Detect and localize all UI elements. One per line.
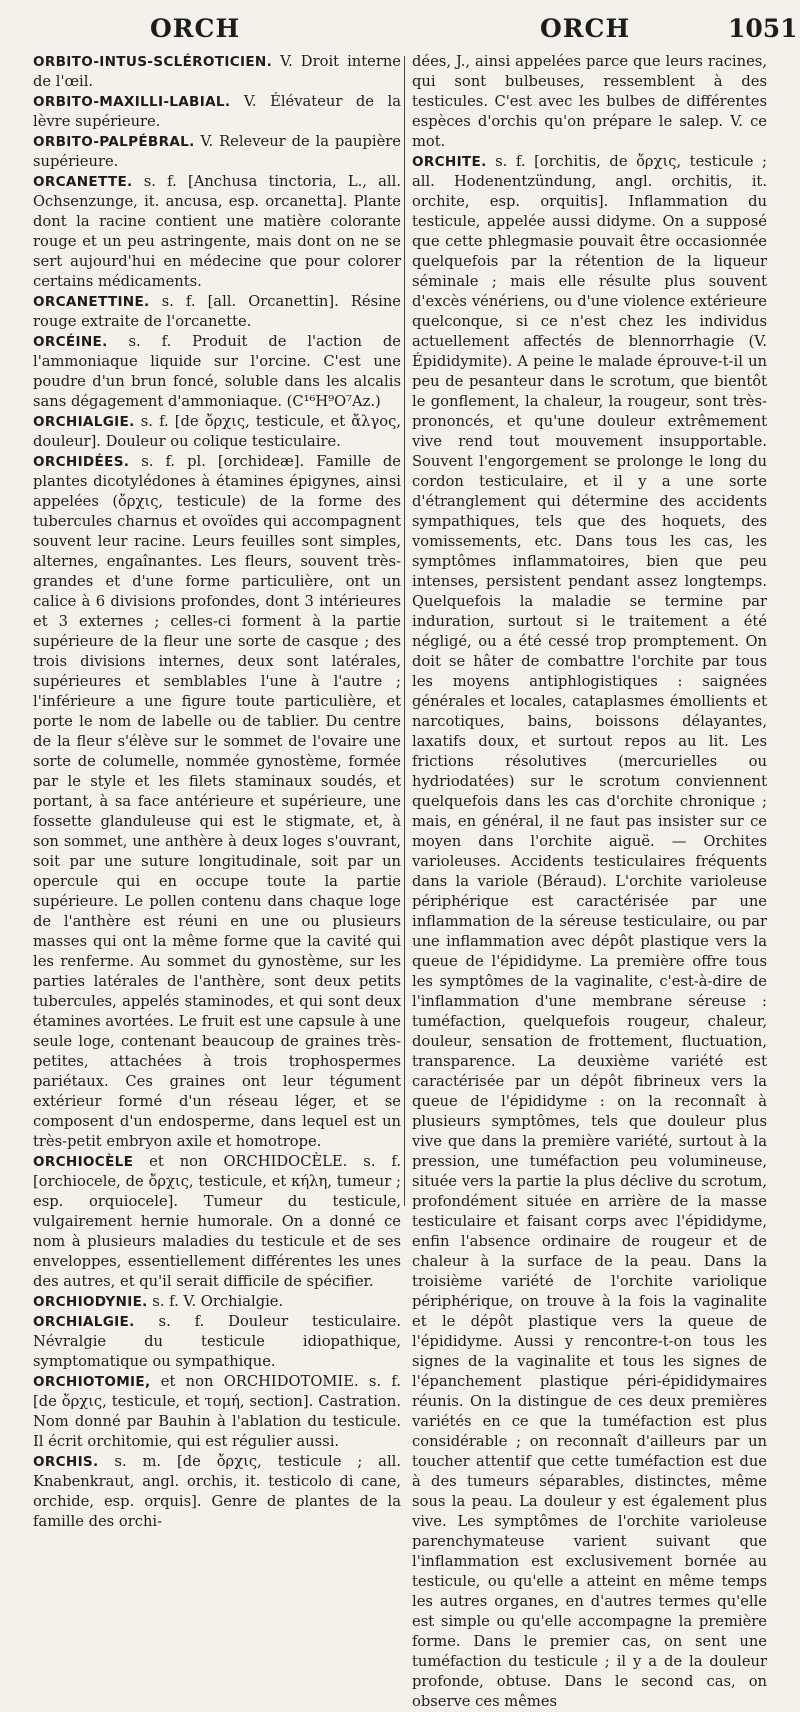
dictionary-entry bbox=[33, 52, 401, 92]
entry-headword: ORBITO-INTUS-SCLÉROTICIEN. bbox=[33, 54, 273, 70]
dictionary-entry bbox=[412, 152, 767, 1712]
entry-body: et non ORCHIDOCÈLE. s. f. [orchiocele, de ὄρχις, testicule, et κήλη, tumeur ; esp. orquiocele]. Tumeur du testicule, vulgairement hernie humorale. On a donné ce nom à plusieurs maladies du testicule et de ses enveloppes, essentiellement différentes les unes des autres, et qu'il serait difficile de spécifier. bbox=[33, 1153, 402, 1290]
entry-headword: ORCANETTINE. bbox=[33, 294, 150, 310]
entry-body: V. Élévateur de la lèvre supérieure. bbox=[33, 93, 401, 130]
entry-headword: ORCHIOCÈLE bbox=[33, 1154, 134, 1170]
dictionary-entry bbox=[33, 92, 401, 132]
page-number: 1051 bbox=[728, 14, 798, 43]
header-left-guideword: ORCH bbox=[150, 14, 241, 43]
entry-body: s. f. Douleur testiculaire. Névralgie du testicule idiopathique, symptomatique ou sympathique. bbox=[33, 1313, 401, 1370]
entry-headword: ORCHIS. bbox=[33, 1454, 99, 1470]
entry-headword: ORCANETTE. bbox=[33, 174, 133, 190]
column-divider bbox=[404, 56, 405, 1206]
entry-headword: ORCHIALGIE. bbox=[33, 414, 135, 430]
header-right-guideword: ORCH bbox=[540, 14, 631, 43]
entry-body: V. Droit interne de l'œil. bbox=[33, 53, 401, 90]
dictionary-entry bbox=[33, 332, 401, 412]
entry-body: s. m. [de ὄρχις, testicule ; all. Knabenkraut, angl. orchis, it. testicolo di cane, orchide, esp. orquis]. Genre de plantes de la famille des orchi- bbox=[33, 1453, 402, 1530]
entry-headword: ORCHIODYNIE. bbox=[33, 1294, 148, 1310]
dictionary-entry bbox=[33, 1452, 401, 1532]
dictionary-entry bbox=[33, 132, 401, 172]
entry-body: s. f. pl. [orchideæ]. Famille de plantes dicotylédones à étamines épigynes, ainsi appelées (ὄρχις, testicule) de la forme des tubercules charnus et ovoïdes qui accompagnent souvent leur racine. Leurs feuilles sont simples, alternes, engaînantes. Les fleurs, souvent très-grandes et d'une forme particulière, ont un calice à 6 divisions profondes, dont 3 intérieures et 3 externes ; celles-ci forment à la partie supérieure de la fleur une sorte de casque ; des trois divisions internes, deux sont latérales, supérieures et semblables l'une à l'autre ; l'inférieure a une figure toute particulière, et porte le nom de labelle ou de tablier. Du centre de la fleur s'élève sur le sommet de l'ovaire une sorte de columelle, nommée gynostème, formée par le style et les filets staminaux soudés, et portant, à sa face antérieure et supérieure, une fossette glanduleuse qui est le stigmate, et, à son sommet, une anthère à deux loges s'ouvrant, soit par une suture longitudinale, soit par un opercule qui en occupe toute la partie supérieure. Le pollen contenu dans chaque loge de l'anthère est réuni en une ou plusieurs masses qui ont la même forme que la cavité qui les renferme. Au sommet du gynostème, sur les parties latérales de l'anthère, sont deux petits tubercules, appelés staminodes, et qui sont deux étamines avortées. Le fruit est une capsule à une seule loge, contenant beaucoup de graines très-petites, attachées à trois trophospermes pariétaux. Ces graines ont leur tégument extérieur formé d'un réseau léger, et se composent d'un endosperme, dans lequel est un très-petit embryon axile et homotrope. bbox=[33, 453, 401, 1150]
entry-headword: ORCÉINE. bbox=[33, 334, 108, 350]
entry-body: s. f. [de ὄρχις, testicule, et ἄλγος, douleur]. Douleur ou colique testiculaire. bbox=[33, 413, 401, 450]
entry-body: s. f. Produit de l'action de l'ammoniaque liquide sur l'orcine. C'est une poudre d'un brun foncé, soluble dans les alcalis sans dégagement d'ammoniaque. (C¹⁶H⁹O⁷Az.) bbox=[33, 333, 401, 410]
entry-headword: ORBITO-MAXILLI-LABIAL. bbox=[33, 94, 231, 110]
dictionary-entry bbox=[33, 1372, 401, 1452]
dictionary-entry bbox=[33, 1312, 401, 1372]
dictionary-entry bbox=[33, 412, 401, 452]
right-column bbox=[412, 52, 767, 1710]
entry-body: dées, J., ainsi appelées parce que leurs racines, qui sont bulbeuses, ressemblent à des testicules. C'est avec les bulbes de différentes espèces d'orchis qu'on prépare le salep. V. ce mot. bbox=[412, 53, 767, 150]
entry-body: s. f. [Anchusa tinctoria, L., all. Ochsenzunge, it. ancusa, esp. orcanetta]. Plante dont la racine contient une matière colorante rouge et un peu astringente, mais dont on ne se sert aujourd'hui en médecine que pour colorer certains médicaments. bbox=[33, 173, 401, 290]
dictionary-entry bbox=[33, 1292, 401, 1312]
entry-headword: ORCHIOTOMIE, bbox=[33, 1374, 151, 1390]
entry-body: s. f. [orchitis, de ὄρχις, testicule ; all. Hodenentzündung, angl. orchitis, it. orchite, esp. orquitis]. Inflammation du testicule, appelée aussi didyme. On a supposé que cette phlegmasie pouvait être occasionnée quelquefois par la rétention de la liqueur séminale ; mais elle résulte plus souvent d'excès vénériens, ou d'une violence extérieure quelconque, si ce n'est chez les individus actuellement affectés de blennorrhagie (V. Épididymite). A peine le malade éprouve-t-il un peu de pesanteur dans le scrotum, que bientôt le gonflement, la chaleur, la rougeur, sont très-prononcés, et qu'une douleur extrêmement vive rend tout mouvement insupportable. Souvent l'engorgement se prolonge le long du cordon testiculaire, et il y a une sorte d'étranglement qui détermine des accidents sympathiques, tels que des hoquets, des vomissements, etc. Dans tous les cas, les symptômes inflammatoires, bien que peu intenses, persistent pendant assez longtemps. Quelquefois la maladie se termine par induration, surtout si le traitement a été négligé, ou a été cessé trop promptement. On doit se hâter de combattre l'orchite par tous les moyens antiphlogistiques : saignées générales et locales, cataplasmes émollients et narcotiques, bains, boissons délayantes, laxatifs doux, et surtout repos au lit. Les frictions résolutives (mercurielles ou hydriodatées) sur le scrotum conviennent quelquefois dans les cas d'orchite chronique ; mais, en général, il ne faut pas insister sur ce moyen dans l'orchite aiguë. — Orchites varioleuses. Accidents testiculaires fréquents dans la variole (Béraud). L'orchite varioleuse périphérique est caractérisée par une inflammation de la séreuse testiculaire, ou par une inflammation avec dépôt plastique vers la queue de l'épididyme. La première offre tous les symptômes de la vaginalite, c'est-à-dire de l'inflammation d'une membrane séreuse : tuméfaction, quelquefois rougeur, chaleur, douleur, sensation de frottement, fluctuation, transparence. La deuxième variété est caractérisée par un dépôt fibrineux vers la queue de l'épididyme : on la reconnaît à plusieurs symptômes, tels que douleur plus vive que dans la première variété, surtout à la pression, une tuméfaction peu volumineuse, située vers la partie la plus déclive du scrotum, profondément située en arrière de la masse testiculaire et faisant corps avec l'épididyme, enfin l'absence ordinaire de rougeur et de chaleur à la surface de la peau. Dans la troisième variété de l'orchite variolique périphérique, on trouve à la fois la vaginalite et le dépôt plastique vers la queue de l'épididyme. Aussi y rencontre-t-on tous les signes de la vaginalite et tous les signes de l'épanchement plastique péri-épididymaires réunis. On la distingue de ces deux premières variétés en ce que la tuméfaction est plus considérable ; on reconnaît d'ailleurs par un toucher attentif que cette tuméfaction est due à des tumeurs séparables, distinctes, même sous la peau. La douleur y est également plus vive. Les symptômes de l'orchite varioleuse parenchymateuse varient suivant que l'inflammation est exclusivement bornée au testicule, ou qu'elle a atteint en même temps les autres organes, en d'autres termes qu'elle est simple ou qu'elle accompagne la première forme. Dans le premier cas, on sent une tuméfaction du testicule ; il y a de la douleur profonde, obtuse. Dans le second cas, on observe ces mêmes bbox=[412, 153, 767, 1710]
entry-headword: ORBITO-PALPÉBRAL. bbox=[33, 134, 195, 150]
left-column bbox=[33, 52, 402, 1530]
entry-headword: ORCHITE. bbox=[412, 154, 487, 170]
entry-body: s. f. [all. Orcanettin]. Résine rouge extraite de l'orcanette. bbox=[33, 293, 401, 330]
entry-headword: ORCHIDÉES. bbox=[33, 454, 130, 470]
entry-body: s. f. V. Orchialgie. bbox=[152, 1293, 284, 1310]
dictionary-entry bbox=[33, 1152, 401, 1292]
dictionary-entry bbox=[412, 52, 767, 152]
dictionary-entry bbox=[33, 452, 401, 1152]
dictionary-entry bbox=[33, 172, 401, 292]
running-header bbox=[0, 10, 800, 48]
entry-headword: ORCHIALGIE. bbox=[33, 1314, 135, 1330]
entry-body: et non ORCHIDOTOMIE. s. f. [de ὄρχις, testicule, et τομή, section]. Castration. Nom donné par Bauhin à l'ablation du testicule. Il écrit orchitomie, qui est régulier aussi. bbox=[33, 1373, 401, 1450]
entry-body: V. Releveur de la paupière supérieure. bbox=[33, 133, 401, 170]
dictionary-entry bbox=[33, 292, 401, 332]
